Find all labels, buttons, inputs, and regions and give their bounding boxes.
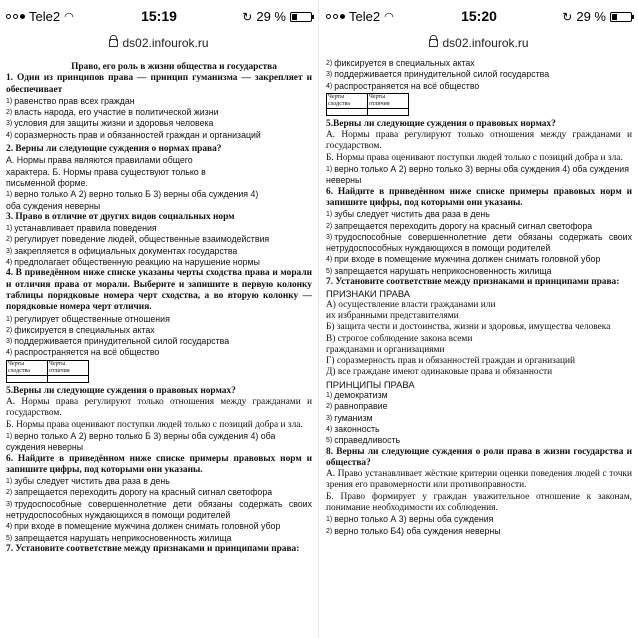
question-1: 1. Один из принципов права — принцип гуманизма — закрепляет и обеспечивает <box>6 73 312 95</box>
lock-icon <box>109 39 118 47</box>
sign-item: их избранными представителями <box>326 310 459 321</box>
battery-percent: 29 % <box>576 9 606 24</box>
sign-item: В) строгое соблюдение закона всеми <box>326 333 473 344</box>
q8-answers: 2) верно только Б4) оба суждения неверны <box>326 525 501 536</box>
question-6: 6. Найдите в приведённом ниже списке примеры правовых норм и запишите цифры, под которыми они указаны. <box>6 453 312 475</box>
q8-answers: 1) верно только А 3) верны оба суждения <box>326 514 494 525</box>
principles-heading: ПРИНЦИПЫ ПРАВА <box>326 378 415 390</box>
sign-item: Д) все граждане имеют одинаковые права и обязанности <box>326 367 553 378</box>
url-text: ds02.infourok.ru <box>122 36 209 50</box>
table-cell <box>368 108 409 115</box>
document-content <box>0 58 318 555</box>
status-bar <box>320 0 638 36</box>
q5-answers: 1) верно только А 2) верно только Б 3) верны оба суждения 4) оба суждения неверны <box>6 430 276 453</box>
q2-statement: А. Нормы права являются правилами общего <box>6 155 193 166</box>
q4-option: 2) фиксируется в специальных актах <box>6 324 155 335</box>
q6-option: 4) при входе в помещение мужчина должен снимать головной убор <box>6 521 281 532</box>
principle-item: 2) равноправие <box>326 401 388 412</box>
q8-statement: Б. Право формирует у граждан уважительное отношение к законам, понимание необходимости их соблюдения. <box>326 491 632 513</box>
answer-table <box>6 360 89 383</box>
q4-option: 3) поддерживается принудительной силой государства <box>326 69 550 80</box>
q2-answers: оба суждения неверны <box>6 200 101 211</box>
carrier-name: Tele2 <box>349 9 381 24</box>
q6-option: 5) запрещается нарушать неприкосновенность жилища <box>326 265 552 276</box>
answer-table <box>326 93 409 116</box>
sign-item: Б) защита чести и достоинства, жизни и здоровья, имущества человека <box>326 322 611 333</box>
sign-item: гражданами и организациями <box>326 344 445 355</box>
q6-option: 3) трудоспособные совершеннолетние дети обязаны содержать своих нетрудоспособных нуждающихся в помощи родителей <box>326 231 632 254</box>
sign-item: А) осуществление власти гражданами или <box>326 299 496 310</box>
table-header: Черты сходства <box>7 360 48 375</box>
q4-option: 3) поддерживается принудительной силой государства <box>6 336 230 347</box>
q6-option: 2) запрещается переходить дорогу на красный сигнал светофора <box>326 220 593 231</box>
lock-icon <box>429 39 438 47</box>
right-screenshot <box>320 0 638 638</box>
q3-option: 3) закрепляется в официальных документах государства <box>6 245 238 256</box>
q8-statement: А. Право устанавливает жёсткие критерии оценки поведения людей с точки зрения его правомерности или противоправности. <box>326 469 632 491</box>
q6-option: 2) запрещается переходить дорогу на красный сигнал светофора <box>6 487 273 498</box>
battery-icon <box>290 12 312 22</box>
q2-statement: характера. Б. Нормы права существуют только в <box>6 166 206 177</box>
q3-option: 2) регулирует поведение людей, общественные взаимодействия <box>6 234 270 245</box>
principle-item: 4) законность <box>326 423 380 434</box>
q5-answers: 1) верно только А 2) верно только 3) верны оба суждения 4) оба суждения неверны <box>326 164 629 186</box>
address-bar[interactable] <box>0 36 318 58</box>
doc-title: Право, его роль в жизни общества и государства <box>71 62 277 72</box>
battery-icon <box>610 12 632 22</box>
q6-option: 3) трудоспособные совершеннолетние дети обязаны содержать своих нетрудоспособных нуждающихся в помощи родителей <box>6 498 312 520</box>
q4-option: 1) регулирует общественные отношения <box>6 313 170 324</box>
q5-statement: А. Нормы права регулируют только отношения между гражданами и государством. <box>6 397 312 419</box>
left-screenshot <box>0 0 318 638</box>
clock: 15:20 <box>461 8 497 24</box>
q5-statement: Б. Нормы права оценивают поступки людей только с позиций добра и зла. <box>326 152 623 163</box>
question-7: 7. Установите соответствие между признаками и принципами права: <box>326 277 620 288</box>
sign-item: Г) соразмерность прав и обязанностей граждан и организаций <box>326 356 576 367</box>
wifi-icon: ◠ <box>384 11 394 23</box>
question-7: 7. Установите соответствие между признаками и принципами права: <box>6 543 300 554</box>
principle-item: 1) демократизм <box>326 390 388 401</box>
status-bar <box>0 0 318 36</box>
table-header: Черты отличия <box>48 360 89 375</box>
q1-option: 2) власть народа, его участие в политической жизни <box>6 107 219 118</box>
table-cell <box>327 108 368 115</box>
question-8: 8. Верны ли следующие суждения о роли права в жизни государства и общества? <box>326 446 632 468</box>
q6-option: 5) запрещается нарушать неприкосновенность жилища <box>6 532 232 543</box>
q4-option: 2) фиксируется в специальных актах <box>326 58 475 68</box>
signs-heading: ПРИЗНАКИ ПРАВА <box>326 288 411 300</box>
q1-option: 4) соразмерность прав и обязанностей граждан и организаций <box>6 129 261 140</box>
principle-item: 5) справедливость <box>326 435 401 446</box>
q1-option: 3) условия для защиты жизни и здоровья человека <box>6 118 214 129</box>
orientation-lock-icon: ↻ <box>562 9 573 24</box>
question-3: 3. Право в отличие от других видов социальных норм <box>6 211 235 222</box>
carrier-name: Tele2 <box>29 9 61 24</box>
status-right <box>562 9 632 24</box>
principle-item: 3) гуманизм <box>326 412 373 423</box>
table-header: Черты отличия <box>368 93 409 108</box>
question-5: 5.Верны ли следующие суждения о правовых нормах? <box>326 118 556 129</box>
q5-statement: А. Нормы права регулируют только отношения между гражданами и государством. <box>326 130 632 152</box>
q4-option: 4) распространяется на всё общество <box>326 80 480 91</box>
q6-option: 1) зубы следует чистить два раза в день <box>326 209 490 220</box>
q6-option: 1) зубы следует чистить два раза в день <box>6 476 170 487</box>
question-4: 4. В приведённом ниже списке указаны черты сходства права и морали и отличия права от морали. Выберите и запишите в первую колонку таблицы порядковые номера черт сходства, а во вторую колонку — порядковые номера черт отличия. <box>6 268 312 313</box>
question-6: 6. Найдите в приведённом ниже списке примеры правовых норм и запишите цифры, под которыми они указаны. <box>326 186 632 208</box>
wifi-icon: ◠ <box>64 11 74 23</box>
table-header: Черты сходства <box>327 93 368 108</box>
question-2: 2. Верны ли следующие суждения о нормах права? <box>6 144 222 155</box>
address-bar[interactable] <box>320 36 638 58</box>
orientation-lock-icon: ↻ <box>242 9 253 24</box>
clock: 15:19 <box>141 8 177 24</box>
question-5: 5.Верны ли следующие суждения о правовых нормах? <box>6 385 236 396</box>
q3-option: 4) предполагает общественную реакцию на нарушение нормы <box>6 257 260 268</box>
q1-option: 1) равенство прав всех граждан <box>6 95 135 106</box>
q2-statement: письменной форме. <box>6 177 88 188</box>
q5-statement: Б. Нормы права оценивают поступки людей только с позиций добра и зла. <box>6 419 303 430</box>
document-content <box>320 58 638 537</box>
q4-option: 4) распространяется на всё общество <box>6 347 160 358</box>
table-cell <box>7 375 48 382</box>
battery-percent: 29 % <box>256 9 286 24</box>
q2-answers: 1) верно только А 2) верно только Б 3) верны оба суждения 4) <box>6 189 259 200</box>
url-text: ds02.infourok.ru <box>442 36 529 50</box>
status-right <box>242 9 312 24</box>
table-cell <box>48 375 89 382</box>
q6-option: 4) при входе в помещение мужчина должен снимать головной убор <box>326 254 601 265</box>
q3-option: 1) устанавливает правила поведения <box>6 223 157 234</box>
